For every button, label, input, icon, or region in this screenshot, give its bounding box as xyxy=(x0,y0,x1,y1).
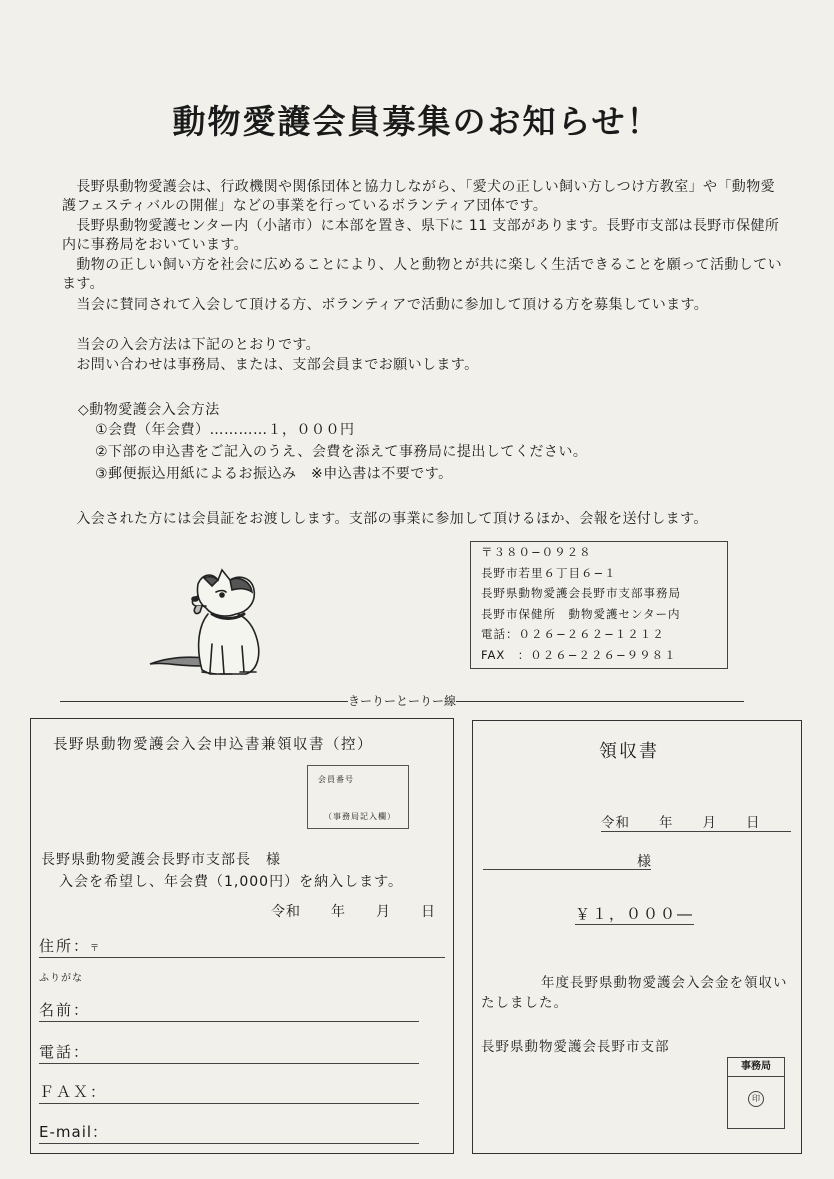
intro-paragraph-6: お問い合わせは事務局、または、支部会員までお願いします。 xyxy=(62,357,479,373)
email-label: E-mail： xyxy=(39,1123,109,1141)
receipt-date: 令和 年 月 日 xyxy=(601,811,791,832)
contact-location: 長野市保健所 動物愛護センター内 xyxy=(481,606,681,621)
dog-illustration xyxy=(146,566,286,684)
phone-field[interactable] xyxy=(39,1041,419,1064)
intro-paragraph-3: 動物の正しい飼い方を社会に広めることにより、人と動物とが共に楽しく生活できることを願って活動しています。 xyxy=(62,257,782,293)
receipt-form xyxy=(472,720,802,1154)
receipt-recipient-field[interactable] xyxy=(483,851,651,870)
member-number-note: （事務局記入欄） xyxy=(324,812,396,821)
fax-field[interactable] xyxy=(39,1081,419,1104)
contact-address: 長野市若里６丁目６−１ xyxy=(481,565,617,580)
email-field[interactable] xyxy=(39,1121,419,1144)
application-form xyxy=(30,718,454,1154)
contact-tel: 電話：０２６−２６２−１２１２ xyxy=(481,627,665,641)
method-heading: ◇動物愛護会入会方法 xyxy=(78,402,220,418)
office-stamp-label: 事務局 xyxy=(728,1058,784,1077)
application-statement: 入会を希望し、年会費（1,000円）を納入します。 xyxy=(59,874,403,890)
seal-icon: 印 xyxy=(748,1091,764,1107)
receipt-sama: 様 xyxy=(637,854,651,870)
member-number-box xyxy=(307,765,409,829)
method-item-2: ②下部の申込書をご記入のうえ、会費を添えて事務局に提出してください。 xyxy=(95,444,588,460)
contact-office: 長野県動物愛護会長野市支部事務局 xyxy=(481,586,681,600)
intro-paragraph-2: 長野県動物愛護センター内（小諸市）に本部を置き、県下に 11 支部があります。長野市支部は長野市保健所内に事務局をおいています。 xyxy=(62,218,780,254)
receipt-issuer: 長野県動物愛護会長野市支部 xyxy=(481,1039,670,1055)
intro-paragraph-5: 当会の入会方法は下記のとおりです。 xyxy=(62,337,321,353)
furigana-label: ふりがな xyxy=(39,973,83,984)
postal-mark: 〒 xyxy=(90,944,100,954)
contact-fax: FAX ：０２６−２２６−９９８１ xyxy=(481,647,677,662)
address-field[interactable] xyxy=(39,935,445,958)
method-item-1: ①会費（年会費）…………１，０００円 xyxy=(95,422,355,438)
name-label: 名前： xyxy=(39,1001,91,1019)
method-item-3: ③郵便振込用紙によるお振込み ※申込書は不要です。 xyxy=(95,466,453,482)
address-label: 住所： xyxy=(39,937,91,955)
contact-postal: 〒３８０−０９２８ xyxy=(481,545,592,559)
name-field[interactable] xyxy=(39,999,419,1022)
receipt-body: 年度長野県動物愛護会入会金を領収いたしました。 xyxy=(481,975,788,1011)
cut-line: ――――――――――――――――――――――――きーりーとーりー線―――――――――――――――――――――――― xyxy=(60,694,745,708)
office-stamp-box xyxy=(727,1057,785,1129)
application-title: 長野県動物愛護会入会申込書兼領収書（控） xyxy=(53,737,373,753)
phone-label: 電話： xyxy=(39,1043,91,1061)
page-title: 動物愛護会員募集のお知らせ！ xyxy=(172,102,662,141)
receipt-amount: ￥１，０００― xyxy=(575,905,695,923)
member-number-label: 会員番号 xyxy=(318,775,354,784)
fax-label: ＦＡＸ： xyxy=(39,1083,108,1101)
application-addressee: 長野県動物愛護会長野市支部長 様 xyxy=(41,852,281,868)
intro-paragraph-4: 当会に賛同されて入会して頂ける方、ボランティアで活動に参加して頂ける方を募集しています。 xyxy=(62,297,709,313)
application-date: 令和 年 月 日 xyxy=(271,904,436,920)
contact-box xyxy=(470,541,728,669)
intro-paragraph-1: 長野県動物愛護会は、行政機関や関係団体と協力しながら、「愛犬の正しい飼い方しつけ方教室」や「動物愛護フェスティバルの開催」などの事業を行っているボランティア団体です。 xyxy=(62,179,775,215)
closing-paragraph: 入会された方には会員証をお渡しします。支部の事業に参加して頂けるほか、会報を送付します。 xyxy=(62,511,708,527)
receipt-title: 領収書 xyxy=(599,741,659,762)
